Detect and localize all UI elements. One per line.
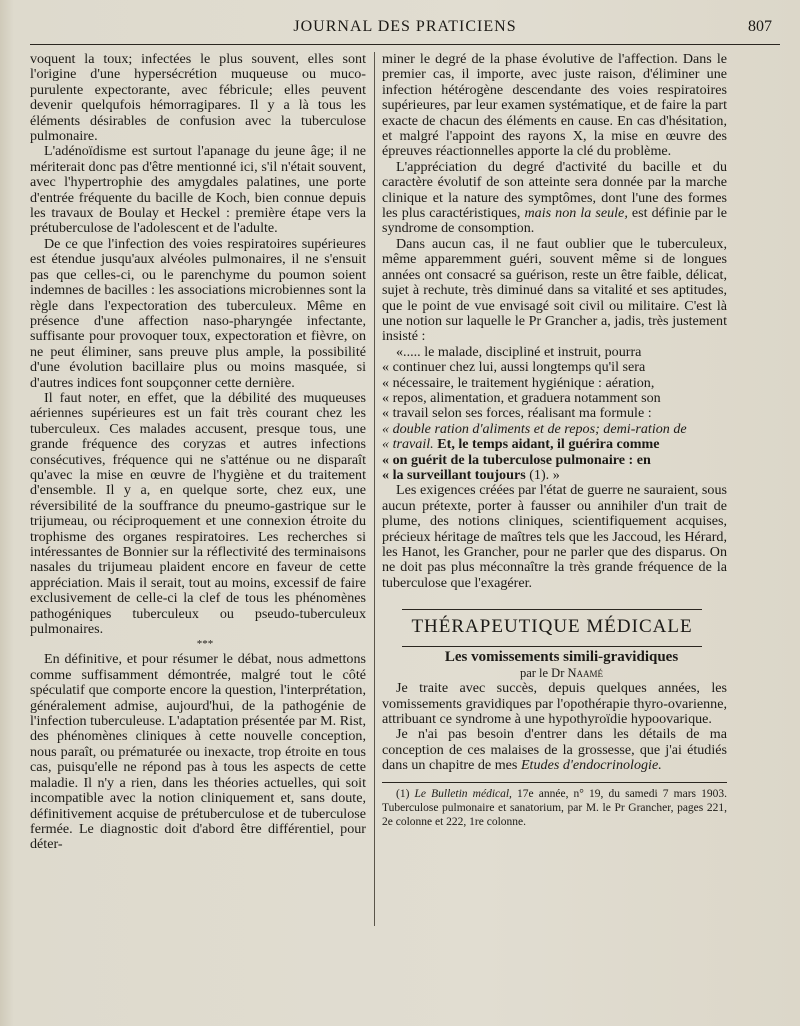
byline-prefix: par le Dr	[519, 666, 565, 681]
quote-end: (1). »	[529, 466, 560, 483]
quote-line: « repos, alimentation, et graduera notamment son	[382, 389, 661, 406]
quote-line: « nécessaire, le traitement hygiénique : aération,	[382, 374, 655, 391]
paragraph: L'adénoïdisme est surtout l'apanage du jeune âge; il ne mériterait donc pas d'être mentionné ici, s'il n'était souvent, avec l'hypertrophie des amygdales palatines, une porte d'entrée fréquente du bacille de Koch, bien connue depuis les travaux de Boulay et Heckel : première étape vers la prétuberculose de l'adolescent et de l'adulte.	[30, 143, 366, 237]
footnote-text: 17e année, n° 19, du samedi 7 mars 1903. Tuberculose pulmonaire et sanatorium, par M. le Pr Grancher, pages 221, 2e colonne et 222, 1re colonne.	[382, 787, 727, 828]
italic-text: « double ration d'aliments et de repos; demi-ration de	[382, 420, 687, 437]
article-title: Les vomissements simili-gravidiques	[444, 649, 679, 666]
paragraph: Je traite avec succès, depuis quelques années, les vomissements gravidiques par l'opothérapie thyro-ovarienne, attribuant ce syndrome à une hypothyroïdie hypoovarique.	[382, 680, 727, 728]
italic-text: mais non la seule,	[524, 205, 628, 222]
quote-line	[382, 468, 727, 483]
bold-text: « la surveillant toujours	[382, 466, 526, 483]
quote-line	[382, 422, 727, 437]
quote-line: «..... le malade, discipliné et instruit, pourra	[396, 343, 642, 360]
quote-line	[382, 437, 727, 452]
column-divider	[374, 52, 375, 926]
bold-text: Et, le temps aidant, il guérira comme	[437, 436, 660, 453]
byline	[382, 666, 727, 681]
header-rule	[30, 44, 780, 45]
page-header	[30, 14, 780, 44]
left-column	[30, 52, 366, 1026]
paragraph-text: L'appréciation du degré d'activité du bacille et du caractère évolutif de son atteinte sera donnée par la marche clinique et la nature des symptômes, dont l'une des formes les plus caractéristiques,	[382, 158, 727, 222]
bold-text: « on guérit de la tuberculose pulmonaire : en	[382, 451, 651, 468]
paragraph: miner le degré de la phase évolutive de l'affection. Dans le premier cas, il importe, avec juste raison, d'éliminer une infection hétérogène descendante des voies respiratoires supérieures, par leur examen systématique, et de faire la part exacte de chacun des éléments en cause. En cas d'hésitation, et malgré l'appoint des rayons X, la mise en œuvre des épreuves réactionnelles apporte la clé du problème.	[382, 51, 727, 160]
quote-line: « travail selon ses forces, réalisant ma formule :	[382, 405, 652, 422]
running-title: JOURNAL DES PRATICIENS	[293, 18, 517, 35]
footnote	[382, 787, 727, 829]
italic-text: Le Bulletin médical,	[414, 787, 512, 800]
paragraph-text: est définie par le syndrome de consomption.	[382, 205, 728, 237]
right-column	[382, 52, 727, 1026]
paragraph: Les exigences créées par l'état de guerre ne sauraient, sous aucun prétexte, porter à fausser ou annihiler d'un trait de plume, des notions cliniques, scientifiquement acquises, précieux héritage de maîtres tels que les Jaccoud, les Hérard, les Hanot, les Grancher, pour ne parler que des disparus. On ne doit pas plus méconnaître la très grande fréquence de la tuberculose que l'exagérer.	[382, 482, 727, 591]
grancher-quote	[382, 345, 727, 484]
paragraph	[382, 727, 727, 773]
paragraph: Dans aucun cas, il ne faut oublier que le tuberculeux, même apparemment guéri, souvent même si de longues années ont consacré sa guérison, reste un être faible, délicat, sujet à rechute, très diminué dans sa vitalité et ses aptitudes, que le point de vue envisagé soit civil ou militaire. C'est là une notion sur laquelle le Pr Grancher a, jadis, très justement insisté :	[382, 235, 727, 345]
italic-text: « travail.	[382, 436, 434, 453]
footnote-rule	[382, 782, 727, 783]
quote-line: « continuer chez lui, aussi longtemps qu'il sera	[382, 359, 646, 376]
paragraph	[382, 160, 727, 237]
byline-author: Naamé	[567, 666, 604, 681]
paragraph: De ce que l'infection des voies respiratoires supérieures est étendue jusqu'aux alvéoles pulmonaires, il ne s'ensuit pas que celles-ci, ou le parenchyme du poumon soient indemnes de bacilles : les associations microbiennes sont la règle dans l'expectoration des tuberculeux. Même en présence d'une affection naso-pharyngée infectante, suffisante pour provoquer toux, expectoration et fièvre, on ne peut éliminer, sans preuve plus ample, la possibilité d'une évolution bacillaire plus ou moins masquée, si d'autres indices font soupçonner cette dernière.	[30, 235, 366, 391]
quote-line	[382, 453, 727, 468]
paragraph-text: Je n'ai pas besoin d'entrer dans les détails de ma conception de ces malaises de la grossesse, que j'ai étudiés dans un chapitre de mes	[382, 726, 727, 774]
footnote-mark: (1)	[396, 787, 410, 800]
paragraph: voquent la toux; infectées le plus souvent, elles sont l'origine d'une hypersécrétion muqueuse ou muco-purulente expectorante, avec fébricule; elles peuvent devenir quelqufois hémorragipares. Il y a là tous les éléments désirables de confusion avec la tuberculose pulmonaire.	[30, 51, 366, 145]
paragraph: En définitive, et pour résumer le débat, nous admettons comme suffisamment démontrée, malgré tout le côté spéculatif que comporte encore la question, l'interprétation, généralement admise, aujourd'hui, de la pathogénie de l'infection tuberculeuse. L'adaptation présentée par M. Rist, des phénomènes cliniques à cette nouvelle conception, nous paraît, ou prématurée ou inexacte, trop étroite en tous cas, puisqu'elle ne répond pas à tous les aspects de cette maladie. Il n'y a rien, dans les théories actuelles, qui soit incompatible avec la notion cliniquement et, sans doute, définitivement acquise de prétuberculose et de tuberculose fermée. Le diagnostic doit d'abord être différentiel, pour déter-	[30, 651, 366, 853]
italic-text: Etudes d'endocrinologie.	[520, 757, 662, 774]
page-number: 807	[748, 18, 772, 35]
section-title: THÉRAPEUTIQUE MÉDICALE	[402, 609, 702, 647]
asterism-separator: ***	[196, 638, 214, 651]
paragraph: Il faut noter, en effet, que la débilité des muqueuses aériennes supérieures est un fait très courant chez les tuberculeux. Ces malades accusent, presque tous, une grande fréquence des coryzas et autres infections consécutives, fréquence qui ne s'atténue ou ne disparaît qu'avec la mise en œuvre de l'hygiène et du traitement d'ensemble. Il y a, en quelque sorte, chez eux, une réversibilité de la souffrance du pneumo-gastrique sur le trijumeau, ou réciproquement et une connexion étroite du trophisme des organes respiratoires. Les recherches si intéressantes de Bonnier sur la réflectivité des terminaisons nasales du trijumeau plaident encore en faveur de cette appréciation. Mais il serait, tout au moins, excessif de faire exclusivement de celle-ci la clef de tous les phénomènes pathogéniques tuberculeux ou pseudo-tuberculeux pulmonaires.	[30, 389, 366, 638]
